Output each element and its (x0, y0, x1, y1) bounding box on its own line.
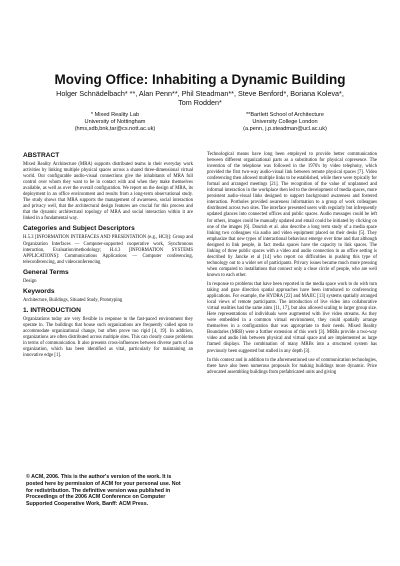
categories-heading: Categories and Subject Descriptors (23, 225, 135, 233)
left-column (23, 152, 193, 362)
keywords-heading: Keywords (23, 287, 55, 295)
keywords-text: Architecture, Buildings, Situated Study, Prototyping (23, 297, 123, 303)
body-paragraph: In this context and in addition to the aforementioned use of communication technologies, there have also been numerous proposals for making buildings more dynamic. Price advocated assembling buildings from prefabricated units and giving (207, 357, 377, 375)
copyright-notice: © ACM, 2006. This is the author's version of the work. It is posted here by permission of ACM for your personal use. Not for redistribution. The definitive version was published in Proceedings of the 2006 ACM Conference on Computer Supported Cooperative Work, Banff: ACM Press. (26, 474, 181, 508)
general-terms-heading: General Terms (23, 268, 69, 276)
affiliation-line: (hms,sdb,bnk,tar@cs.nott.ac.uk) (74, 125, 156, 132)
body-paragraph: In response to problems that have been reported in the media space work to do with turn taking and gaze direction spatial approaches have been introduced to conferencing applications. For example, the HYDRA [22] and MAJIC [13] systems spatially arranged local views of remote participants. The introduction of live video into collaborative virtual realities had the same aims [11, 17], but also allowed scaling to larger group size. Here representations of individuals were augmented with live video streams. As they were embedded in a common virtual environment, they could spatially arrange themselves in a configuration that was appropriate to their needs. Mixed Reality Boundaries (MRB) were a further extension of this work [3]. MRBs provide a two-way video and audio link between physical and virtual space and are implemented as large framed displays. The combination of many MRBs into a structured system has previously been suggested but stalled in any depth [3]. (207, 281, 377, 354)
affiliation-ucl (210, 112, 360, 132)
affiliation-nottingham (40, 112, 190, 132)
affiliation-line: (a.penn, j.p.steadman@ucl.ac.uk) (243, 125, 327, 132)
affiliation-line: **Bartlett School of Architecture (245, 112, 325, 118)
abstract-heading: ABSTRACT (23, 152, 60, 159)
categories-text: H.5.3 [INFORMATION INTERFACES AND PRESENTATION (e.g., HCI)]: Group and Organization Interfaces — Computer-supported cooperative work, Synchronous interaction, Evaluation/methodology; H.4.3 [INFORMATION SYSTEMS APPLICATIONS]: Communications Applications — Computer conferencing, teleconferencing, and videoconferencing (23, 235, 193, 265)
general-terms-text: Design (23, 278, 37, 284)
authors-line-1: Holger Schnädelbach* **, Alan Penn**, Phil Steadman**, Steve Benford*, Boriana Koleva*, (56, 89, 344, 98)
affiliation-line: University of Nottingham (84, 118, 146, 125)
paper-title: Moving Office: Inhabiting a Dynamic Building (54, 72, 346, 87)
introduction-text: Organizations today are very flexible in response to the fast-paced environment they operate in. The buildings that house such organizations are frequently called upon to accommodate organizational change, but often prove too rigid [4, 19]. In addition, organizations are often distributed across multiple sites. This can clearly cause problems in terms of communication. It also presents cross-influences between diverse parts of an organization, which has been identified as vital, particularly for maintaining an innovative edge [1]. (23, 316, 193, 359)
authors-line-2: Tom Rodden* (178, 98, 222, 107)
body-paragraph: Technological means have long been employed to provide better communication between different organizational parts as a substitution for physical copresence. The invention of the telephone was followed in the 1970's by video telephony, which provided the first two-way audio-visual link between remote physical spaces [7]. Video conferencing then allowed multiple links to be established, while there were typically for formal and arranged meetings [21]. The recognition of the value of unplanned and informal interaction in the workplace then led to the development of media spaces, more persistent audio-visual links designed to support background awareness and fostered interaction. Portholes provided awareness information to a group of work colleagues distributed across two sites. The interface presented users with regularly but infrequently updated glances into connected offices and public spaces. Audio messages could be left for others, images could be manually updated and email could be initiated by clicking on one of the images [6]. Dourish et al. also describe a long term study of a media space linking two colleagues via audio and video equipment placed on their desks [5]. They emphasize that new types of interactional behaviour emerge over time and that although designed to link people, in fact media spaces have the capacity to link spaces. The linking of three public spaces with a video and audio connection in an office setting is described by Jancke et al [14] who report no difficulties in pushing this type of technology out to a wider set of participants. Privacy issues became much more pressing when compared to installations that connect only a close circle of people, who are well known to each other. (207, 152, 377, 278)
author-list (30, 89, 370, 107)
affiliation-line: University College London (252, 118, 318, 125)
right-column (207, 152, 377, 379)
introduction-heading: 1. INTRODUCTION (23, 306, 81, 314)
abstract-text: Mixed Reality Architecture (MRA) supports distributed teams in their everyday work activities by linking multiple physical spaces across a shared three-dimensional virtual world. Our configurable audio-visual connections give the inhabitants of MRA full control over whom they want to be in contact with and when they make themselves available, as well as over the overall configuration. We report on the design of MRA, its deployment in an office environment and results from a long-term observational study. The study shows that MRA supports the management of awareness, social interaction and privacy well, that the architectural design features are crucial for this process and that the dynamic architectural topology of MRA and social interaction within it are linked in a fundamental way. (23, 162, 193, 222)
affiliation-line: * Mixed Reality Lab (90, 112, 140, 118)
